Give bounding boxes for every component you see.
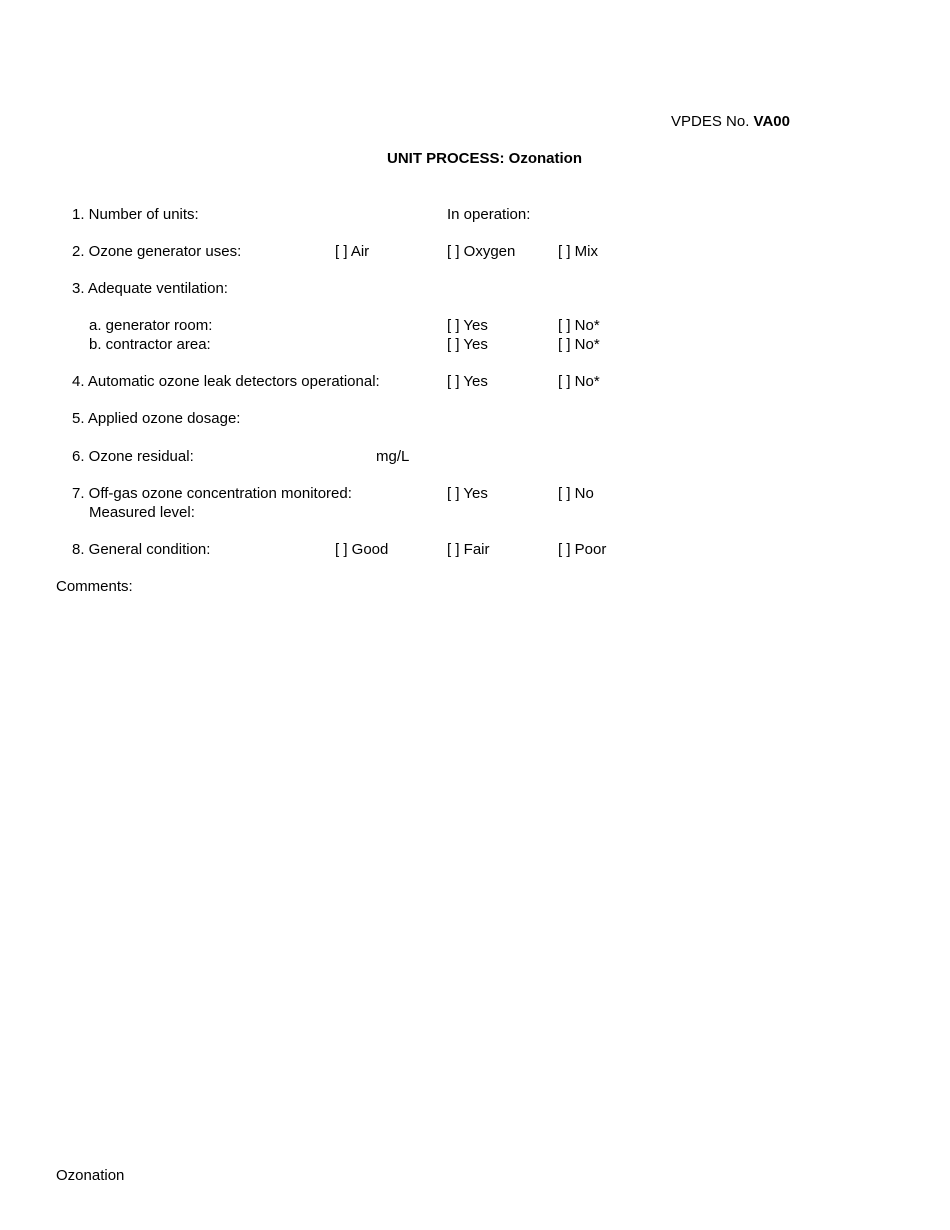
- q3a-no[interactable]: [ ] No*: [558, 317, 600, 334]
- q3a-label: a. generator room:: [89, 317, 213, 334]
- q3b-yes[interactable]: [ ] Yes: [447, 336, 488, 353]
- page-footer: Ozonation: [56, 1167, 125, 1184]
- q6-label: 6. Ozone residual:: [72, 448, 194, 465]
- q8-option-poor[interactable]: [ ] Poor: [558, 541, 607, 558]
- q3a-yes[interactable]: [ ] Yes: [447, 317, 488, 334]
- q5-label: 5. Applied ozone dosage:: [72, 410, 241, 427]
- q7-label: 7. Off-gas ozone concentration monitored:: [72, 485, 352, 502]
- q8-label: 8. General condition:: [72, 541, 211, 558]
- q7-sublabel: Measured level:: [89, 504, 195, 521]
- q4-label: 4. Automatic ozone leak detectors operational:: [72, 373, 380, 390]
- page-title: UNIT PROCESS: Ozonation: [387, 150, 582, 167]
- q1-label: 1. Number of units:: [72, 206, 199, 223]
- q2-option-air[interactable]: [ ] Air: [335, 243, 370, 260]
- q2-label: 2. Ozone generator uses:: [72, 243, 242, 260]
- vpdes-number: [671, 112, 790, 131]
- vpdes-label: VPDES No.: [671, 113, 750, 130]
- q3b-no[interactable]: [ ] No*: [558, 336, 600, 353]
- q1-in-operation: In operation:: [447, 206, 531, 223]
- q3-label: 3. Adequate ventilation:: [72, 280, 228, 297]
- q7-yes[interactable]: [ ] Yes: [447, 485, 488, 502]
- q8-option-good[interactable]: [ ] Good: [335, 541, 389, 558]
- comments-label: Comments:: [56, 578, 133, 595]
- q2-option-mix[interactable]: [ ] Mix: [558, 243, 598, 260]
- q8-option-fair[interactable]: [ ] Fair: [447, 541, 490, 558]
- q6-unit: mg/L: [376, 448, 410, 465]
- q2-option-oxygen[interactable]: [ ] Oxygen: [447, 243, 516, 260]
- q4-yes[interactable]: [ ] Yes: [447, 373, 488, 390]
- q3b-label: b. contractor area:: [89, 336, 211, 353]
- vpdes-value: VA00: [753, 113, 790, 130]
- q7-no[interactable]: [ ] No: [558, 485, 594, 502]
- q4-no[interactable]: [ ] No*: [558, 373, 600, 390]
